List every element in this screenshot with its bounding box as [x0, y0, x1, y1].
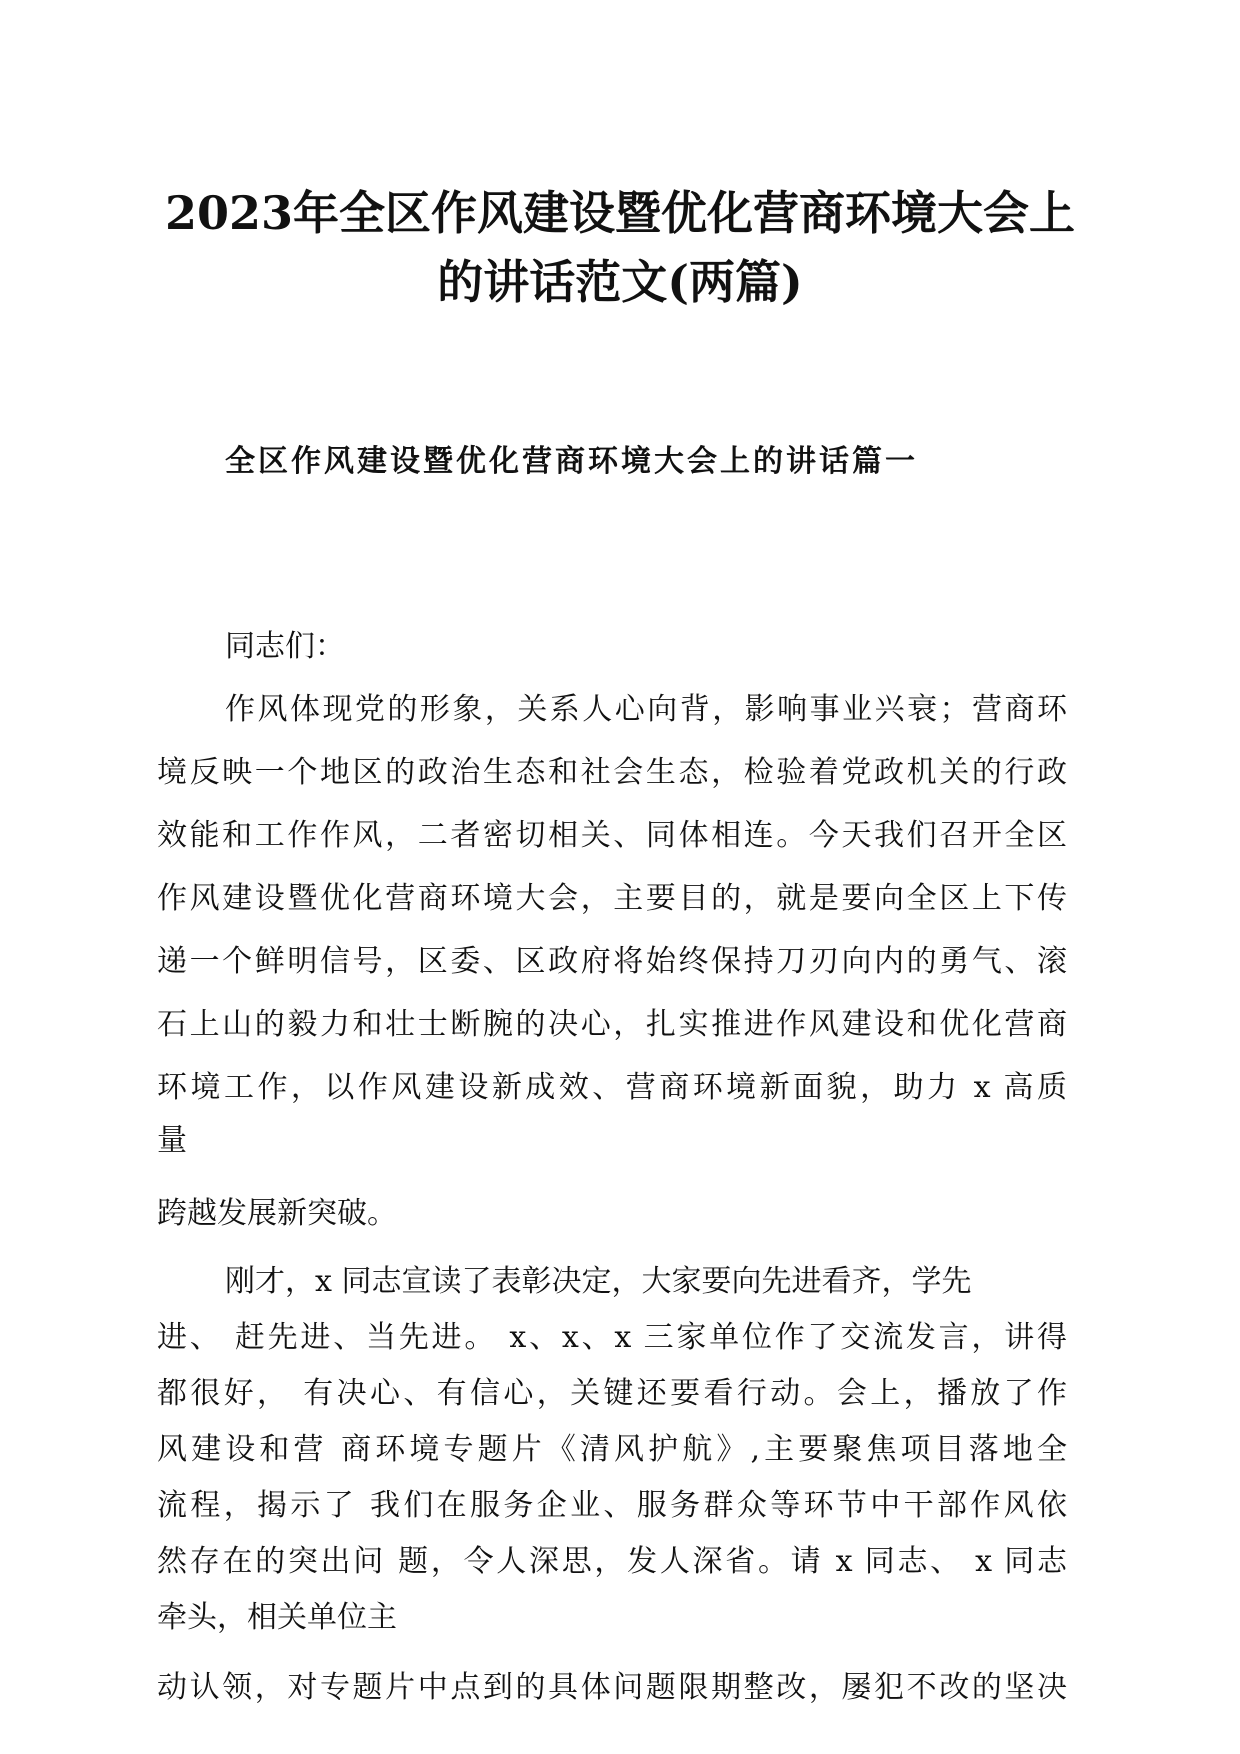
paragraph-2-line: 牵头，相关单位主 [157, 1600, 397, 1635]
paragraph-1-line: 跨越发展新突破。 [157, 1196, 397, 1231]
paragraph-1-line: 量 [157, 1123, 187, 1158]
paragraph-2-line: 流程，揭示了 我们在服务企业、服务群众等环节中干部作风依 [157, 1488, 1067, 1523]
greeting: 同志们： [225, 629, 345, 664]
paragraph-1-line: 递一个鲜明信号，区委、区政府将始终保持刀刃向内的勇气、滚 [157, 944, 1067, 979]
document-title-line-2: 的讲话范文(两篇) [437, 255, 803, 309]
paragraph-1-line: 环境工作，以作风建设新成效、营商环境新面貌，助力 x 高质 [157, 1070, 1067, 1105]
paragraph-1-line: 石上山的毅力和壮士断腕的决心，扎实推进作风建设和优化营商 [157, 1007, 1067, 1042]
paragraph-2-line: 进、 赶先进、当先进。 x、x、x 三家单位作了交流发言，讲得 [157, 1320, 1067, 1355]
paragraph-2-line: 都很好， 有决心、有信心，关键还要看行动。会上，播放了作 [157, 1376, 1067, 1411]
section-subtitle: 全区作风建设暨优化营商环境大会上的讲话篇一 [225, 444, 918, 479]
paragraph-2-line: 动认领，对专题片中点到的具体问题限期整改，屡犯不改的坚决 [157, 1670, 1067, 1705]
paragraph-1-line: 境反映一个地区的政治生态和社会生态，检验着党政机关的行政 [157, 755, 1067, 790]
paragraph-1-line: 作风体现党的形象，关系人心向背，影响事业兴衰；营商环 [225, 692, 1067, 727]
document-title-line-1: 2023年全区作风建设暨优化营商环境大会上 [164, 186, 1076, 240]
paragraph-2-line: 然存在的突出问 题，令人深思，发人深省。请 x 同志、 x 同志 [157, 1544, 1067, 1579]
paragraph-1-line: 作风建设暨优化营商环境大会，主要目的，就是要向全区上下传 [157, 881, 1067, 916]
paragraph-2-line: 风建设和营 商环境专题片《清风护航》,主要聚焦项目落地全 [157, 1432, 1067, 1467]
paragraph-1-line: 效能和工作作风，二者密切相关、同体相连。今天我们召开全区 [157, 818, 1067, 853]
paragraph-2-line: 刚才，x 同志宣读了表彰决定，大家要向先进看齐，学先 [225, 1264, 972, 1299]
